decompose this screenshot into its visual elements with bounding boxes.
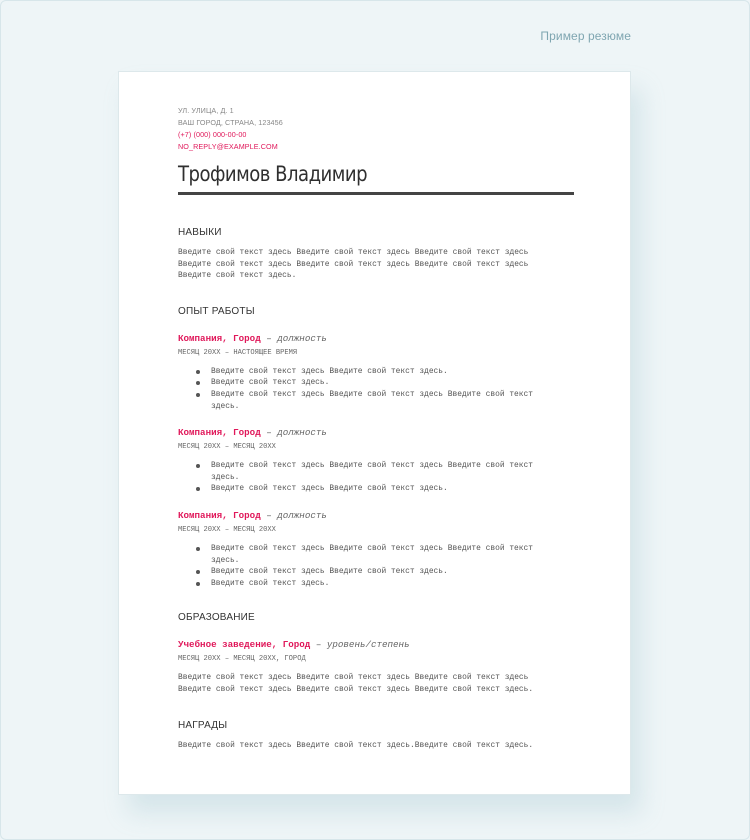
job-company: Компания, Город bbox=[178, 509, 261, 521]
job-bullets bbox=[178, 460, 574, 495]
awards-heading: НАГРАДЫ bbox=[178, 719, 228, 731]
job-role: должность bbox=[277, 509, 327, 521]
resume-sheet bbox=[118, 71, 631, 795]
job-bullet: Введите свой текст здесь Введите свой текст здесь Введите свой текст здесь. bbox=[211, 543, 574, 566]
contact-block bbox=[178, 105, 574, 153]
email-address: NO_REPLY@EXAMPLE.COM bbox=[178, 142, 278, 151]
job-header bbox=[178, 509, 574, 522]
awards-text: Введите свой текст здесь Введите свой текст здесь.Введите свой текст здесь. bbox=[178, 740, 534, 750]
skills-text: Введите свой текст здесь Введите свой текст здесь Введите свой текст здесь Введите свой текст здесь Введите свой текст здесь Введите свой текст здесь Введите свой текст здесь. bbox=[178, 248, 529, 281]
job-company: Компания, Город bbox=[178, 427, 261, 439]
education-degree: уровень/степень bbox=[326, 639, 410, 651]
resume-content bbox=[178, 105, 574, 751]
education-school: Учебное заведение, Город bbox=[178, 639, 311, 651]
name-divider bbox=[178, 192, 574, 195]
job-bullet: Введите свой текст здесь Введите свой текст здесь Введите свой текст здесь. bbox=[211, 460, 574, 483]
job-bullet: Введите свой текст здесь Введите свой текст здесь. bbox=[211, 366, 574, 378]
phone-number: (+7) (000) 000-00-00 bbox=[178, 130, 247, 139]
job-dash: – bbox=[266, 332, 272, 344]
job-bullet: Введите свой текст здесь Введите свой текст здесь. bbox=[211, 566, 574, 578]
job-entry-3 bbox=[178, 509, 574, 589]
job-dates: МЕСЯЦ 20ХХ – НАСТОЯЩЕЕ ВРЕМЯ bbox=[178, 348, 298, 357]
education-dates: МЕСЯЦ 20ХХ – МЕСЯЦ 20ХХ, ГОРОД bbox=[178, 655, 306, 664]
experience-heading: ОПЫТ РАБОТЫ bbox=[178, 305, 255, 317]
education-heading: ОБРАЗОВАНИЕ bbox=[178, 612, 255, 624]
address-line-2: ВАШ ГОРОД, СТРАНА, 123456 bbox=[178, 118, 283, 127]
address-line-1: УЛ. УЛИЦА, Д. 1 bbox=[178, 106, 234, 115]
job-bullets bbox=[178, 366, 574, 412]
page-caption[interactable]: Пример резюме bbox=[540, 29, 631, 43]
job-bullet: Введите свой текст здесь Введите свой текст здесь. bbox=[211, 483, 574, 495]
job-header bbox=[178, 332, 574, 345]
job-header bbox=[178, 426, 574, 439]
job-entry-2 bbox=[178, 426, 574, 495]
candidate-name: Трофимов Владимир bbox=[178, 162, 368, 186]
job-dates: МЕСЯЦ 20ХХ – МЕСЯЦ 20ХХ bbox=[178, 525, 276, 534]
job-bullet: Введите свой текст здесь. bbox=[211, 578, 574, 590]
job-dates: МЕСЯЦ 20ХХ – МЕСЯЦ 20ХХ bbox=[178, 443, 276, 452]
skills-heading: НАВЫКИ bbox=[178, 227, 222, 238]
job-company: Компания, Город bbox=[178, 332, 261, 344]
job-bullets bbox=[178, 543, 574, 589]
job-role: должность bbox=[277, 427, 327, 439]
job-role: должность bbox=[277, 332, 327, 344]
education-header bbox=[178, 638, 574, 651]
job-dash: – bbox=[266, 427, 272, 439]
job-bullet: Введите свой текст здесь Введите свой текст здесь Введите свой текст здесь. bbox=[211, 389, 574, 412]
job-bullet: Введите свой текст здесь. bbox=[211, 377, 574, 389]
job-dash: – bbox=[266, 509, 272, 521]
education-text: Введите свой текст здесь Введите свой текст здесь Введите свой текст здесь Введите свой текст здесь Введите свой текст здесь Введите свой текст здесь. bbox=[178, 673, 534, 694]
education-entry bbox=[178, 638, 574, 695]
education-dash: – bbox=[315, 639, 322, 651]
job-entry-1 bbox=[178, 332, 574, 412]
